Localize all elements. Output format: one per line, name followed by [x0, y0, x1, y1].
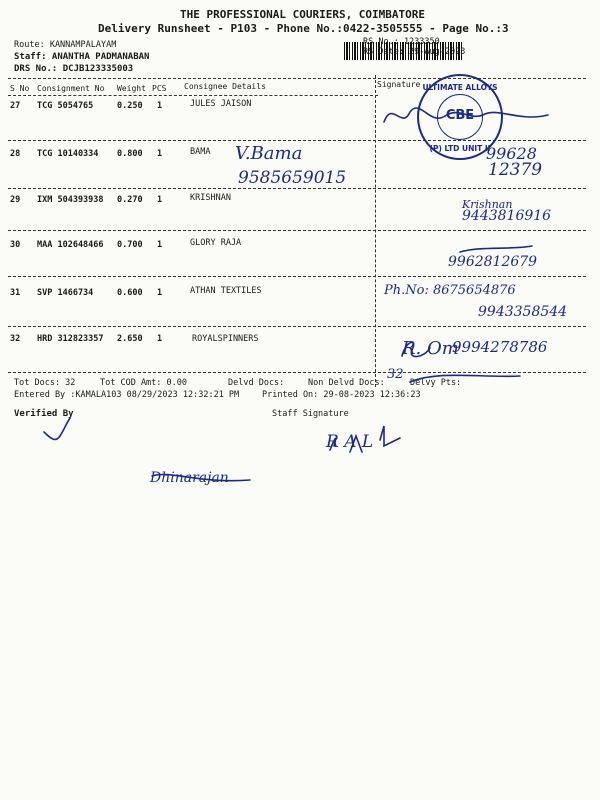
- delivered-docs: Delvd Docs:: [228, 378, 285, 388]
- row-consignment: IXM 504393938: [37, 195, 104, 205]
- row-consignee: ATHAN TEXTILES: [190, 286, 262, 296]
- row30-strike: [460, 246, 532, 252]
- handwritten-r31-phone: Ph.No: 8675654876: [384, 283, 516, 298]
- row-sno: 28: [10, 149, 21, 159]
- row-weight: 0.250: [117, 101, 143, 111]
- printed-on: Printed On: 29-08-2023 12:36:23: [262, 390, 421, 400]
- row-weight: 0.700: [117, 240, 143, 250]
- handwritten-delivered-count: 32: [387, 367, 404, 382]
- seal-bottom-text: (P) LTD UNIT II: [429, 144, 491, 153]
- col-header-weight: Weight: [117, 84, 146, 93]
- row-weight: 0.600: [117, 288, 143, 298]
- handwritten-r28-name: V.Bama: [235, 143, 303, 164]
- row-consignment: SVP 1466734: [37, 288, 94, 298]
- entered-by: Entered By :KAMALA103 08/29/2023 12:32:21 PM: [14, 390, 240, 400]
- verified-by-label: Verified By: [14, 409, 74, 419]
- handwritten-r30-phone: 9962812679: [448, 254, 538, 270]
- rs-date: RS Date: 29-Aug-2023: [363, 47, 466, 57]
- row-pcs: 1: [157, 240, 163, 250]
- handwritten-r29-top: Krishnan: [462, 198, 513, 211]
- row-pcs: 1: [157, 149, 163, 159]
- staff-label: Staff: ANANTHA PADMANABAN: [14, 52, 150, 62]
- route-label: Route: KANNAMPALAYAM: [14, 40, 117, 50]
- total-cod: Tot COD Amt: 0.00: [100, 378, 187, 388]
- row-pcs: 1: [157, 195, 163, 205]
- handwritten-staff-signature: R A L: [326, 432, 374, 452]
- handwritten-r28-phone: 9585659015: [238, 168, 347, 188]
- row-consignment: TCG 5054765: [37, 101, 94, 111]
- handwritten-r32-phone: 9994278786: [452, 338, 548, 356]
- row-weight: 0.800: [117, 149, 143, 159]
- row-consignee: KRISHNAN: [190, 193, 231, 203]
- col-header-sno: S No: [10, 84, 30, 93]
- total-docs: Tot Docs: 32: [14, 378, 76, 388]
- col-header-consignee: Consignee Details: [184, 82, 266, 91]
- handwritten-r29-phone: 9443816916: [462, 208, 552, 224]
- delivered-mark: [410, 375, 520, 382]
- handwritten-r28-right2: 12379: [488, 160, 543, 180]
- non-delivered-docs: Non Delvd Docs:: [308, 378, 385, 388]
- row-weight: 2.650: [117, 334, 143, 344]
- row-sno: 30: [10, 240, 21, 250]
- col-header-pcs: PCS: [152, 84, 167, 93]
- drs-label: DRS No.: DCJB123335003: [14, 64, 134, 74]
- row-consignment: TCG 10140334: [37, 149, 99, 159]
- row-consignment: MAA 102648466: [37, 240, 104, 250]
- row-consignment: HRD 312823357: [37, 334, 104, 344]
- staff-signature-label: Staff Signature: [272, 409, 349, 419]
- row-sno: 32: [10, 334, 21, 344]
- row-weight: 0.270: [117, 195, 143, 205]
- rs-number: RS No.: 1233350: [363, 37, 440, 47]
- row-consignee: JULES JAISON: [190, 99, 252, 109]
- row-consignee: BAMA: [190, 147, 211, 157]
- handwritten-r31-phone2: 9943358544: [478, 304, 568, 320]
- runsheet-title: Delivery Runsheet - P103 - Phone No.:0422-3505555 - Page No.:3: [98, 22, 509, 35]
- row-consignee: GLORY RAJA: [190, 238, 242, 248]
- handwritten-r28-right: 99628: [486, 144, 537, 163]
- seal-center-text: CBE: [445, 108, 475, 123]
- row-sno: 31: [10, 288, 21, 298]
- row-pcs: 1: [157, 288, 163, 298]
- handwritten-bottom-signature: Dhinarajan: [150, 470, 229, 486]
- row-sno: 27: [10, 101, 21, 111]
- verified-by-signature: [44, 418, 70, 439]
- seal-top-text: ULTIMATE ALLOYS: [422, 83, 498, 92]
- row-consignee: ROYALSPINNERS: [192, 334, 259, 344]
- col-header-consignment: Consignment No: [37, 84, 105, 93]
- col-header-signature: Signature: [377, 80, 421, 89]
- company-title: THE PROFESSIONAL COURIERS, COIMBATORE: [180, 8, 426, 21]
- row-sno: 29: [10, 195, 21, 205]
- row-pcs: 1: [157, 334, 163, 344]
- signature-row27: [384, 108, 548, 122]
- delivery-points: Delvy Pts:: [410, 378, 462, 388]
- row-pcs: 1: [157, 101, 163, 111]
- handwritten-r32-sig: R. Om: [402, 338, 459, 359]
